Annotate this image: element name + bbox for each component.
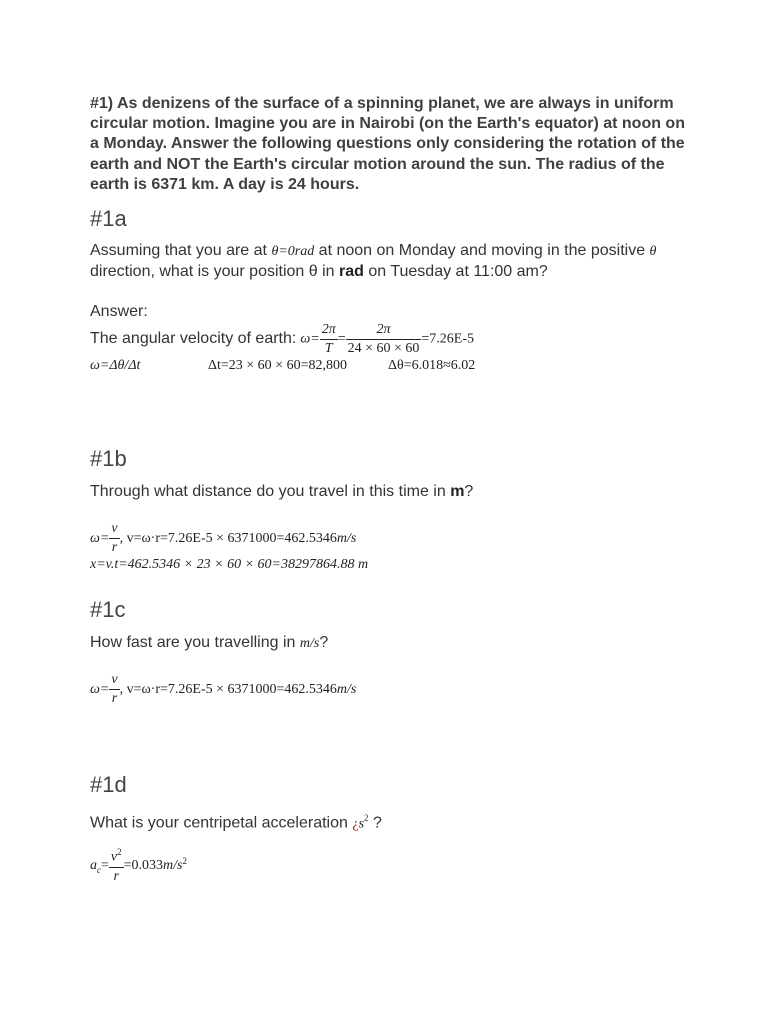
q1c-unit: m/s xyxy=(299,636,320,651)
subscript-c: c xyxy=(97,864,101,875)
omega-eq: ω= xyxy=(90,530,110,546)
fraction-v-r xyxy=(109,522,119,555)
question-1c xyxy=(90,633,328,654)
fraction-v2-r xyxy=(109,848,124,884)
v-unit: m/s xyxy=(336,681,357,697)
q1a-text-3: direction, what is your position θ in xyxy=(90,263,340,280)
angular-velocity-line xyxy=(90,321,474,357)
frac-den: T xyxy=(324,340,333,356)
heading-1c: #1c xyxy=(90,597,126,622)
heading-1d: #1d xyxy=(90,772,127,797)
inverted-question-mark: ¿ xyxy=(352,816,359,832)
q1d-text-1: What is your centripetal acceleration xyxy=(90,814,353,832)
frac-num: v xyxy=(109,673,119,690)
omega-eq: ω= xyxy=(300,331,320,347)
q1b-distance-eq xyxy=(90,557,368,573)
frac-den: r xyxy=(111,540,118,555)
equals: = xyxy=(337,331,346,347)
v-eq: , v=ω·r=7.26E-5 × 6371000=462.5346 xyxy=(119,530,337,546)
frac-den: r xyxy=(113,868,119,884)
problem-intro: #1) As denizens of the surface of a spinning planet, we are always in uniform circular motion. Imagine you are in Nairobi (on the Earth's equator) at noon on a Monday. Answer the following questions only considering the rotation of the earth and NOT the Earth's circular motion around the sun. The radius of the earth is 6371 km. A day is 24 hours. xyxy=(90,95,685,193)
q1c-velocity-eq xyxy=(90,673,356,706)
q1b-velocity-eq xyxy=(90,522,356,555)
q1b-text-2: ? xyxy=(464,483,474,500)
omega-result: =7.26E-5 xyxy=(421,331,475,347)
frac-num: v xyxy=(109,522,119,539)
q1a-text-2: at noon on Monday and moving in the positive xyxy=(314,242,650,259)
q1a-theta-eq: θ=0 xyxy=(271,244,295,259)
q1c-text-1: How fast are you travelling in xyxy=(90,634,300,651)
q1a-theta: θ xyxy=(649,244,657,259)
delta-t xyxy=(208,358,347,374)
fraction-v-r xyxy=(109,673,119,706)
delta-theta xyxy=(388,358,475,374)
acc-unit: m/s xyxy=(163,857,183,873)
v: v xyxy=(110,849,118,865)
fraction-2pi-day xyxy=(346,323,422,356)
angular-label: The angular velocity of earth: xyxy=(90,330,297,347)
frac-num: 2π xyxy=(320,323,338,340)
q1a-rad-bold: rad xyxy=(339,263,364,280)
acc-result: =0.033 xyxy=(123,857,164,873)
frac-den: r xyxy=(111,691,118,706)
omega-def xyxy=(90,358,140,374)
frac-num xyxy=(109,848,124,868)
q1c-text-2: ? xyxy=(319,634,329,651)
x-unit: m xyxy=(354,557,369,572)
q1b-m-bold: m xyxy=(450,483,465,500)
superscript-2: 2 xyxy=(182,855,187,866)
equals: = xyxy=(101,857,109,873)
superscript-2: 2 xyxy=(364,813,369,823)
superscript-2: 2 xyxy=(117,847,122,857)
frac-num: 2π xyxy=(346,323,422,340)
q1a-rad: rad xyxy=(294,244,315,259)
q1a-text-1: Assuming that you are at xyxy=(90,242,272,259)
v-unit: m/s xyxy=(336,530,357,546)
answer-label: Answer: xyxy=(90,303,148,320)
q1d-acceleration-eq xyxy=(90,848,187,884)
omega-eq: ω= xyxy=(90,681,110,697)
heading-1a: #1a xyxy=(90,206,127,231)
q1d-text-2: ? xyxy=(368,814,382,832)
delta-t-eq: Δt=23 × 60 × 60=82,800 xyxy=(208,358,347,373)
frac-den: 24 × 60 × 60 xyxy=(347,340,420,356)
q1b-text-1: Through what distance do you travel in this time in xyxy=(90,483,451,500)
omega-delta: ω=Δθ/Δt xyxy=(90,358,141,373)
s-unit: s xyxy=(358,816,365,832)
delta-theta-eq: Δθ=6.018≈6.02 xyxy=(388,358,476,373)
heading-1b: #1b xyxy=(90,446,127,471)
v-eq: , v=ω·r=7.26E-5 × 6371000=462.5346 xyxy=(119,681,337,697)
fraction-2pi-T xyxy=(320,323,338,356)
question-1b xyxy=(90,482,473,502)
q1a-text-4: on Tuesday at 11:00 am? xyxy=(363,263,548,280)
a: a xyxy=(90,857,97,873)
question-1d xyxy=(90,808,382,834)
x-eq: x=v.t=462.5346 × 23 × 60 × 60=38297864.88 xyxy=(90,557,355,572)
angular-eq xyxy=(300,323,474,356)
question-1a xyxy=(90,241,690,282)
